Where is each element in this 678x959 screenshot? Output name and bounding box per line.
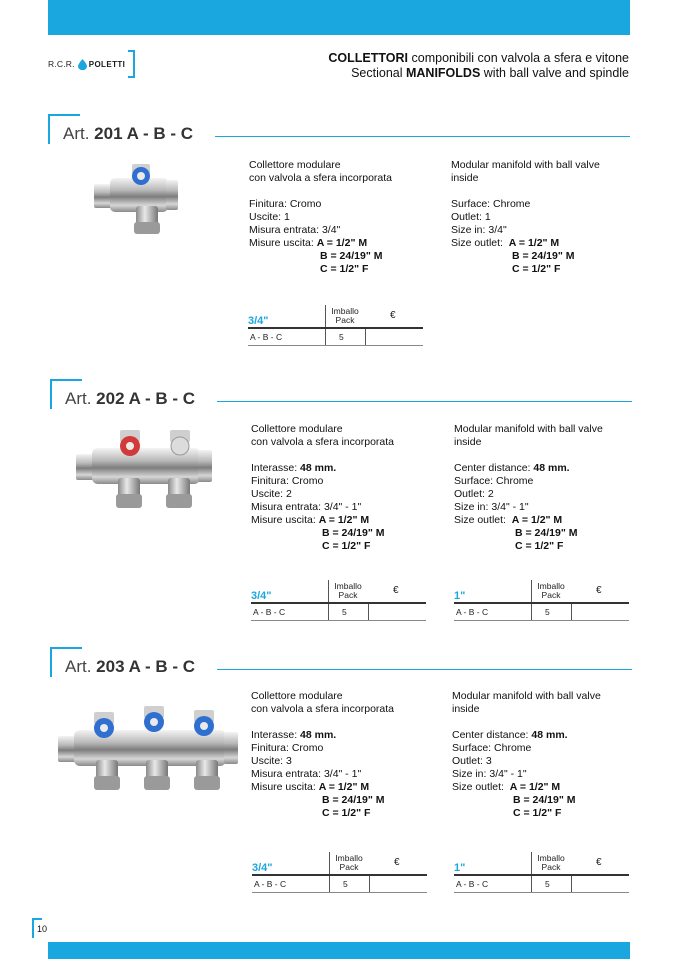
article-title: Art. 202 A - B - C — [65, 389, 196, 408]
header-title-it: COLLETTORI componibili con valvola a sfera e vitone — [328, 51, 629, 65]
desc-it: Collettore modulare con valvola a sfera incorporata Interasse: 48 mm. Finitura: Cromo Uscite: 3 Misura entrata: 3/4" - 1" Misure uscita: A = 1/2" M B = 24/19" M C = 1/2" F — [251, 690, 394, 819]
logo-bracket — [128, 50, 135, 78]
pack-header: Imballo Pack — [335, 853, 363, 872]
bottom-color-bar — [48, 942, 630, 959]
title-rule — [217, 401, 632, 402]
brand-prefix: R.C.R. — [48, 59, 75, 69]
pack-header: Imballo Pack — [331, 306, 359, 325]
top-color-bar — [48, 0, 630, 35]
desc-en: Modular manifold with ball valve inside Center distance: 48 mm. Surface: Chrome Outlet: 2 Size in: 3/4" - 1" Size outlet: A = 1/2" M B = 24/19" M C = 1/2" F — [454, 423, 603, 552]
header-title-en: Sectional MANIFOLDS with ball valve and spindle — [351, 66, 629, 80]
desc-en: Modular manifold with ball valve inside Center distance: 48 mm. Surface: Chrome Outlet: 3 Size in: 3/4" - 1" Size outlet: A = 1/2" M B = 24/19" M C = 1/2" F — [452, 690, 601, 819]
drop-icon — [78, 59, 87, 70]
title-rule — [217, 669, 632, 670]
title-rule — [215, 136, 630, 137]
article-title: Art. 201 A - B - C — [63, 124, 194, 143]
page-header — [328, 51, 629, 81]
brand-name: POLETTI — [88, 59, 126, 69]
pack-header: Imballo Pack — [537, 581, 565, 600]
desc-it: Collettore modulare con valvola a sfera incorporata Interasse: 48 mm. Finitura: Cromo Uscite: 2 Misura entrata: 3/4" - 1" Misure uscita: A = 1/2" M B = 24/19" M C = 1/2" F — [251, 423, 394, 552]
desc-it: Collettore modulare con valvola a sfera incorporata Finitura: Cromo Uscite: 1 Misura entrata: 3/4" Misure uscita: A = 1/2" M B = 24/19" M C = 1/2" F — [249, 159, 392, 275]
manifold-2-outlet-image — [74, 426, 216, 516]
manifold-1-outlet-image — [92, 162, 184, 238]
desc-en: Modular manifold with ball valve inside Surface: Chrome Outlet: 1 Size in: 3/4" Size outlet: A = 1/2" M B = 24/19" M C = 1/2" F — [451, 159, 600, 275]
page-number: 10 — [32, 918, 42, 938]
pack-header: Imballo Pack — [334, 581, 362, 600]
pack-header: Imballo Pack — [537, 853, 565, 872]
manifold-3-outlet-image — [56, 704, 242, 800]
article-title: Art. 203 A - B - C — [65, 657, 196, 676]
brand-logo — [48, 50, 135, 78]
